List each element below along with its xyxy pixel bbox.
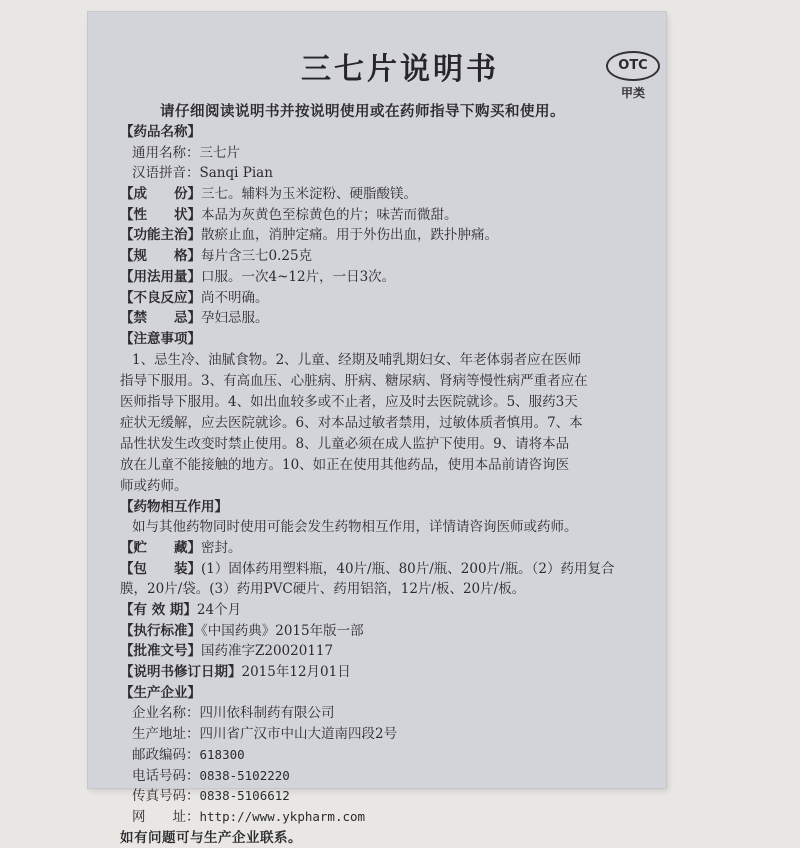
- precautions-line: 医师指导下服用。4、如出血较多或不止者，应及时去医院就诊。5、服药3天: [120, 393, 578, 410]
- website-label: 网 址：: [132, 808, 200, 825]
- adverse-row: [120, 288, 665, 309]
- specification-value: 每片含三七0.25克: [201, 248, 313, 265]
- approval-value: 国药准字Z20020117: [201, 643, 334, 660]
- company-name: 企业名称：四川依科制药有限公司: [132, 705, 335, 722]
- website-link[interactable]: http://www.ykpharm.com: [199, 808, 366, 824]
- phone-row: [120, 766, 665, 787]
- phone-value: 0838-5102220: [199, 767, 290, 783]
- precautions-line: 品性状发生改变时禁止使用。8、儿童必须在成人监护下使用。9、请将本品: [120, 435, 570, 452]
- adverse-label: 【不良反应】: [120, 289, 201, 306]
- standard-value: 《中国药典》2015年版一部: [201, 622, 364, 639]
- fax-row: [120, 786, 665, 807]
- properties-value: 本品为灰黄色至棕黄色的片；味苦而微甜。: [201, 206, 458, 223]
- validity-row: [120, 600, 665, 621]
- indications-row: [120, 225, 665, 246]
- interactions-label: 【药物相互作用】: [120, 498, 228, 515]
- precautions-text: [120, 350, 665, 497]
- otc-label: OTC: [606, 51, 660, 81]
- interactions-value: 如与其他药物同时使用可能会发生药物相互作用，详情请咨询医师或药师。: [132, 519, 578, 536]
- precautions-line: 症状无缓解，应去医院就诊。6、对本品过敏者禁用，过敏体质者慎用。7、本: [120, 414, 583, 431]
- specification-label: 【规 格】: [120, 248, 201, 265]
- approval-label: 【批准文号】: [120, 643, 201, 660]
- precautions-line: 指导下服用。3、有高血压、心脏病、肝病、糖尿病、肾病等慢性病严重者应在: [120, 372, 588, 389]
- precautions-line: 师或药师。: [120, 477, 188, 494]
- packaging-value-1: (1）固体药用塑料瓶，40片/瓶、80片/瓶、200片/瓶。（2）药用复合: [201, 560, 615, 577]
- document-title: 三七片说明书: [301, 52, 499, 87]
- precautions-label: 【注意事项】: [120, 330, 201, 347]
- drug-name-section: [120, 122, 665, 143]
- standard-label: 【执行标准】: [120, 622, 201, 639]
- storage-row: [120, 538, 665, 559]
- pinyin-name: 汉语拼音：Sanqi Pian: [132, 165, 273, 182]
- fax-label: 传真号码：: [132, 788, 200, 805]
- postcode-label: 邮政编码：: [132, 746, 200, 763]
- fax-value: 0838-5106612: [199, 788, 290, 804]
- manufacturer-label: 【生产企业】: [120, 684, 201, 701]
- phone-label: 电话号码：: [132, 767, 200, 784]
- ingredients-value: 三七。辅料为玉米淀粉、硬脂酸镁。: [201, 186, 417, 203]
- properties-row: [120, 205, 665, 226]
- footer-contact-note: 如有问题可与生产企业联系。: [120, 829, 302, 846]
- specification-row: [120, 246, 665, 267]
- interactions-section: [120, 497, 665, 518]
- manufacturer-section: [120, 683, 665, 704]
- contraindications-value: 孕妇忌服。: [201, 310, 269, 327]
- validity-label: 【有 效 期】: [120, 602, 197, 618]
- revision-row: [120, 662, 665, 683]
- precautions-line: 放在儿童不能接触的地方。10、如正在使用其他药品，使用本品前请咨询医: [120, 456, 570, 473]
- precautions-section: [120, 329, 665, 350]
- drug-name-label: 【药品名称】: [120, 124, 201, 140]
- otc-badge: [605, 51, 661, 101]
- packaging-value-2: 膜，20片/袋。(3）药用PVC硬片、药用铝箔，12片/板、20片/板。: [120, 581, 526, 598]
- indications-label: 【功能主治】: [120, 227, 201, 244]
- dosage-row: [120, 267, 665, 288]
- approval-row: [120, 641, 665, 662]
- ingredients-label: 【成 份】: [120, 186, 201, 203]
- dosage-value: 口服。一次4~12片，一日3次。: [201, 268, 396, 285]
- ingredients-row: [120, 184, 665, 205]
- revision-value: 2015年12月01日: [241, 664, 351, 681]
- indications-value: 散瘀止血，消肿定痛。用于外伤出血，跌扑肿痛。: [201, 227, 498, 244]
- generic-name: 通用名称：三七片: [132, 144, 240, 161]
- leaflet-content: [120, 122, 665, 848]
- contraindications-row: [120, 308, 665, 329]
- storage-value: 密封。: [201, 539, 242, 556]
- company-address: 生产地址：四川省广汉市中山大道南四段2号: [132, 726, 398, 743]
- website-row: [120, 807, 665, 828]
- packaging-label: 【包 装】: [120, 560, 201, 577]
- storage-label: 【贮 藏】: [120, 539, 201, 556]
- revision-label: 【说明书修订日期】: [120, 664, 242, 681]
- packaging-row: [120, 559, 665, 580]
- validity-value: 24个月: [196, 602, 242, 618]
- postcode-row: [120, 745, 665, 766]
- properties-label: 【性 状】: [120, 206, 201, 223]
- contraindications-label: 【禁 忌】: [120, 310, 201, 327]
- otc-class: 甲类: [620, 86, 645, 100]
- dosage-label: 【用法用量】: [120, 268, 201, 285]
- adverse-value: 尚不明确。: [201, 289, 269, 306]
- standard-row: [120, 621, 665, 642]
- usage-notice: 请仔细阅读说明书并按说明使用或在药师指导下购买和使用。: [160, 103, 565, 120]
- precautions-line: 1、忌生冷、油腻食物。2、儿童、经期及哺乳期妇女、年老体弱者应在医师: [132, 351, 582, 368]
- postcode-value: 618300: [199, 746, 245, 762]
